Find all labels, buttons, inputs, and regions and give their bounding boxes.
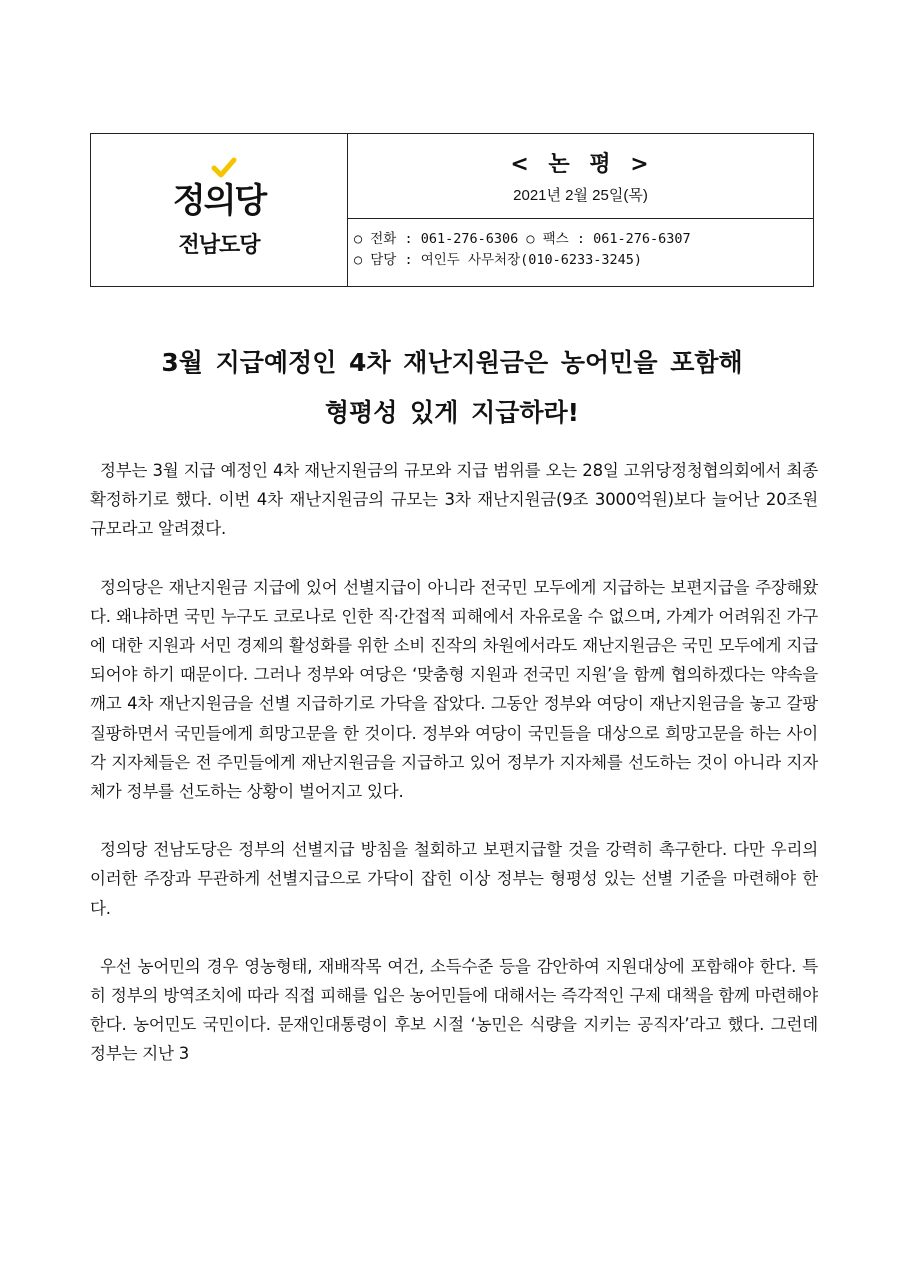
logo-party-name: 정의당 (172, 181, 266, 221)
body-text (90, 456, 818, 1098)
doc-type: < 논 평 > (510, 152, 651, 177)
header-box (90, 133, 814, 287)
doc-title-area (348, 134, 813, 219)
headline-line-2: 형평성 있게 지급하라! (324, 398, 580, 427)
paragraph: 정부는 3월 지급 예정인 4차 재난지원금의 규모와 지급 범위를 오는 28일 고위당정청협의회에서 최종 확정하기로 했다. 이번 4차 재난지원금의 규모는 3차 재난지원금(9조 3000억원)보다 늘어난 20조원 규모라고 알려졌다. (90, 461, 818, 539)
contact-phone: ○ 전화 : 061-276-6306 ○ 팩스 : 061-276-6307 (354, 231, 691, 247)
paragraph: 정의당 전남도당은 정부의 선별지급 방침을 철회하고 보편지급할 것을 강력히 촉구한다. 다만 우리의 이러한 주장과 무관하게 선별지급으로 가닥이 잡힌 이상 정부는 형평성 있는 선별 기준을 마련해야 한다. (90, 840, 818, 918)
info-cell (348, 134, 813, 286)
contact-person: ○ 담당 : 여인두 사무처장(010-6233-3245) (354, 252, 643, 268)
doc-date: 2021년 2월 25일(목) (513, 187, 648, 204)
paragraph: 정의당은 재난지원금 지급에 있어 선별지급이 아니라 전국민 모두에게 지급하는 보편지급을 주장해왔다. 왜냐하면 국민 누구도 코로나로 인한 직·간접적 피해에서 자유로울 수 없으며, 가계가 어려워진 가구에 대한 지원과 서민 경제의 활성화를 위한 소비 진작의 차원에서라도 재난지원금은 국민 모두에게 지급되어야 하기 때문이다. 그러나 정부와 여당은 ‘맞춤형 지원과 전국민 지원’을 함께 협의하겠다는 약속을 깨고 4차 재난지원금을 선별 지급하기로 가닥을 잡았다. 그동안 정부와 여당이 재난지원금을 놓고 갈팡질팡하면서 국민들에게 희망고문을 한 것이다. 정부와 여당이 국민들을 대상으로 희망고문을 하는 사이 각 지자체들은 전 주민들에게 재난지원금을 지급하고 있어 정부가 지자체를 선도하는 것이 아니라 지자체가 정부를 선도하는 상황이 벌어지고 있다. (90, 577, 818, 802)
paragraph: 우선 농어민의 경우 영농형태, 재배작목 여건, 소득수준 등을 감안하여 지원대상에 포함해야 한다. 특히 정부의 방역조치에 따라 직접 피해를 입은 농어민들에 대해서는 즉각적인 구제 대책을 함께 마련해야 한다. 농어민도 국민이다. 문재인대통령이 후보 시절 ‘농민은 식량을 지키는 공직자’라고 했다. 그런데 정부는 지난 3 (90, 956, 818, 1064)
party-logo (91, 134, 348, 286)
contact-info (348, 219, 813, 286)
check-mark-icon (211, 156, 237, 180)
headline-line-1: 3월 지급예정인 4차 재난지원금은 농어민을 포함해 (161, 348, 743, 377)
headline (90, 338, 814, 438)
logo-branch-name: 전남도당 (178, 233, 260, 258)
